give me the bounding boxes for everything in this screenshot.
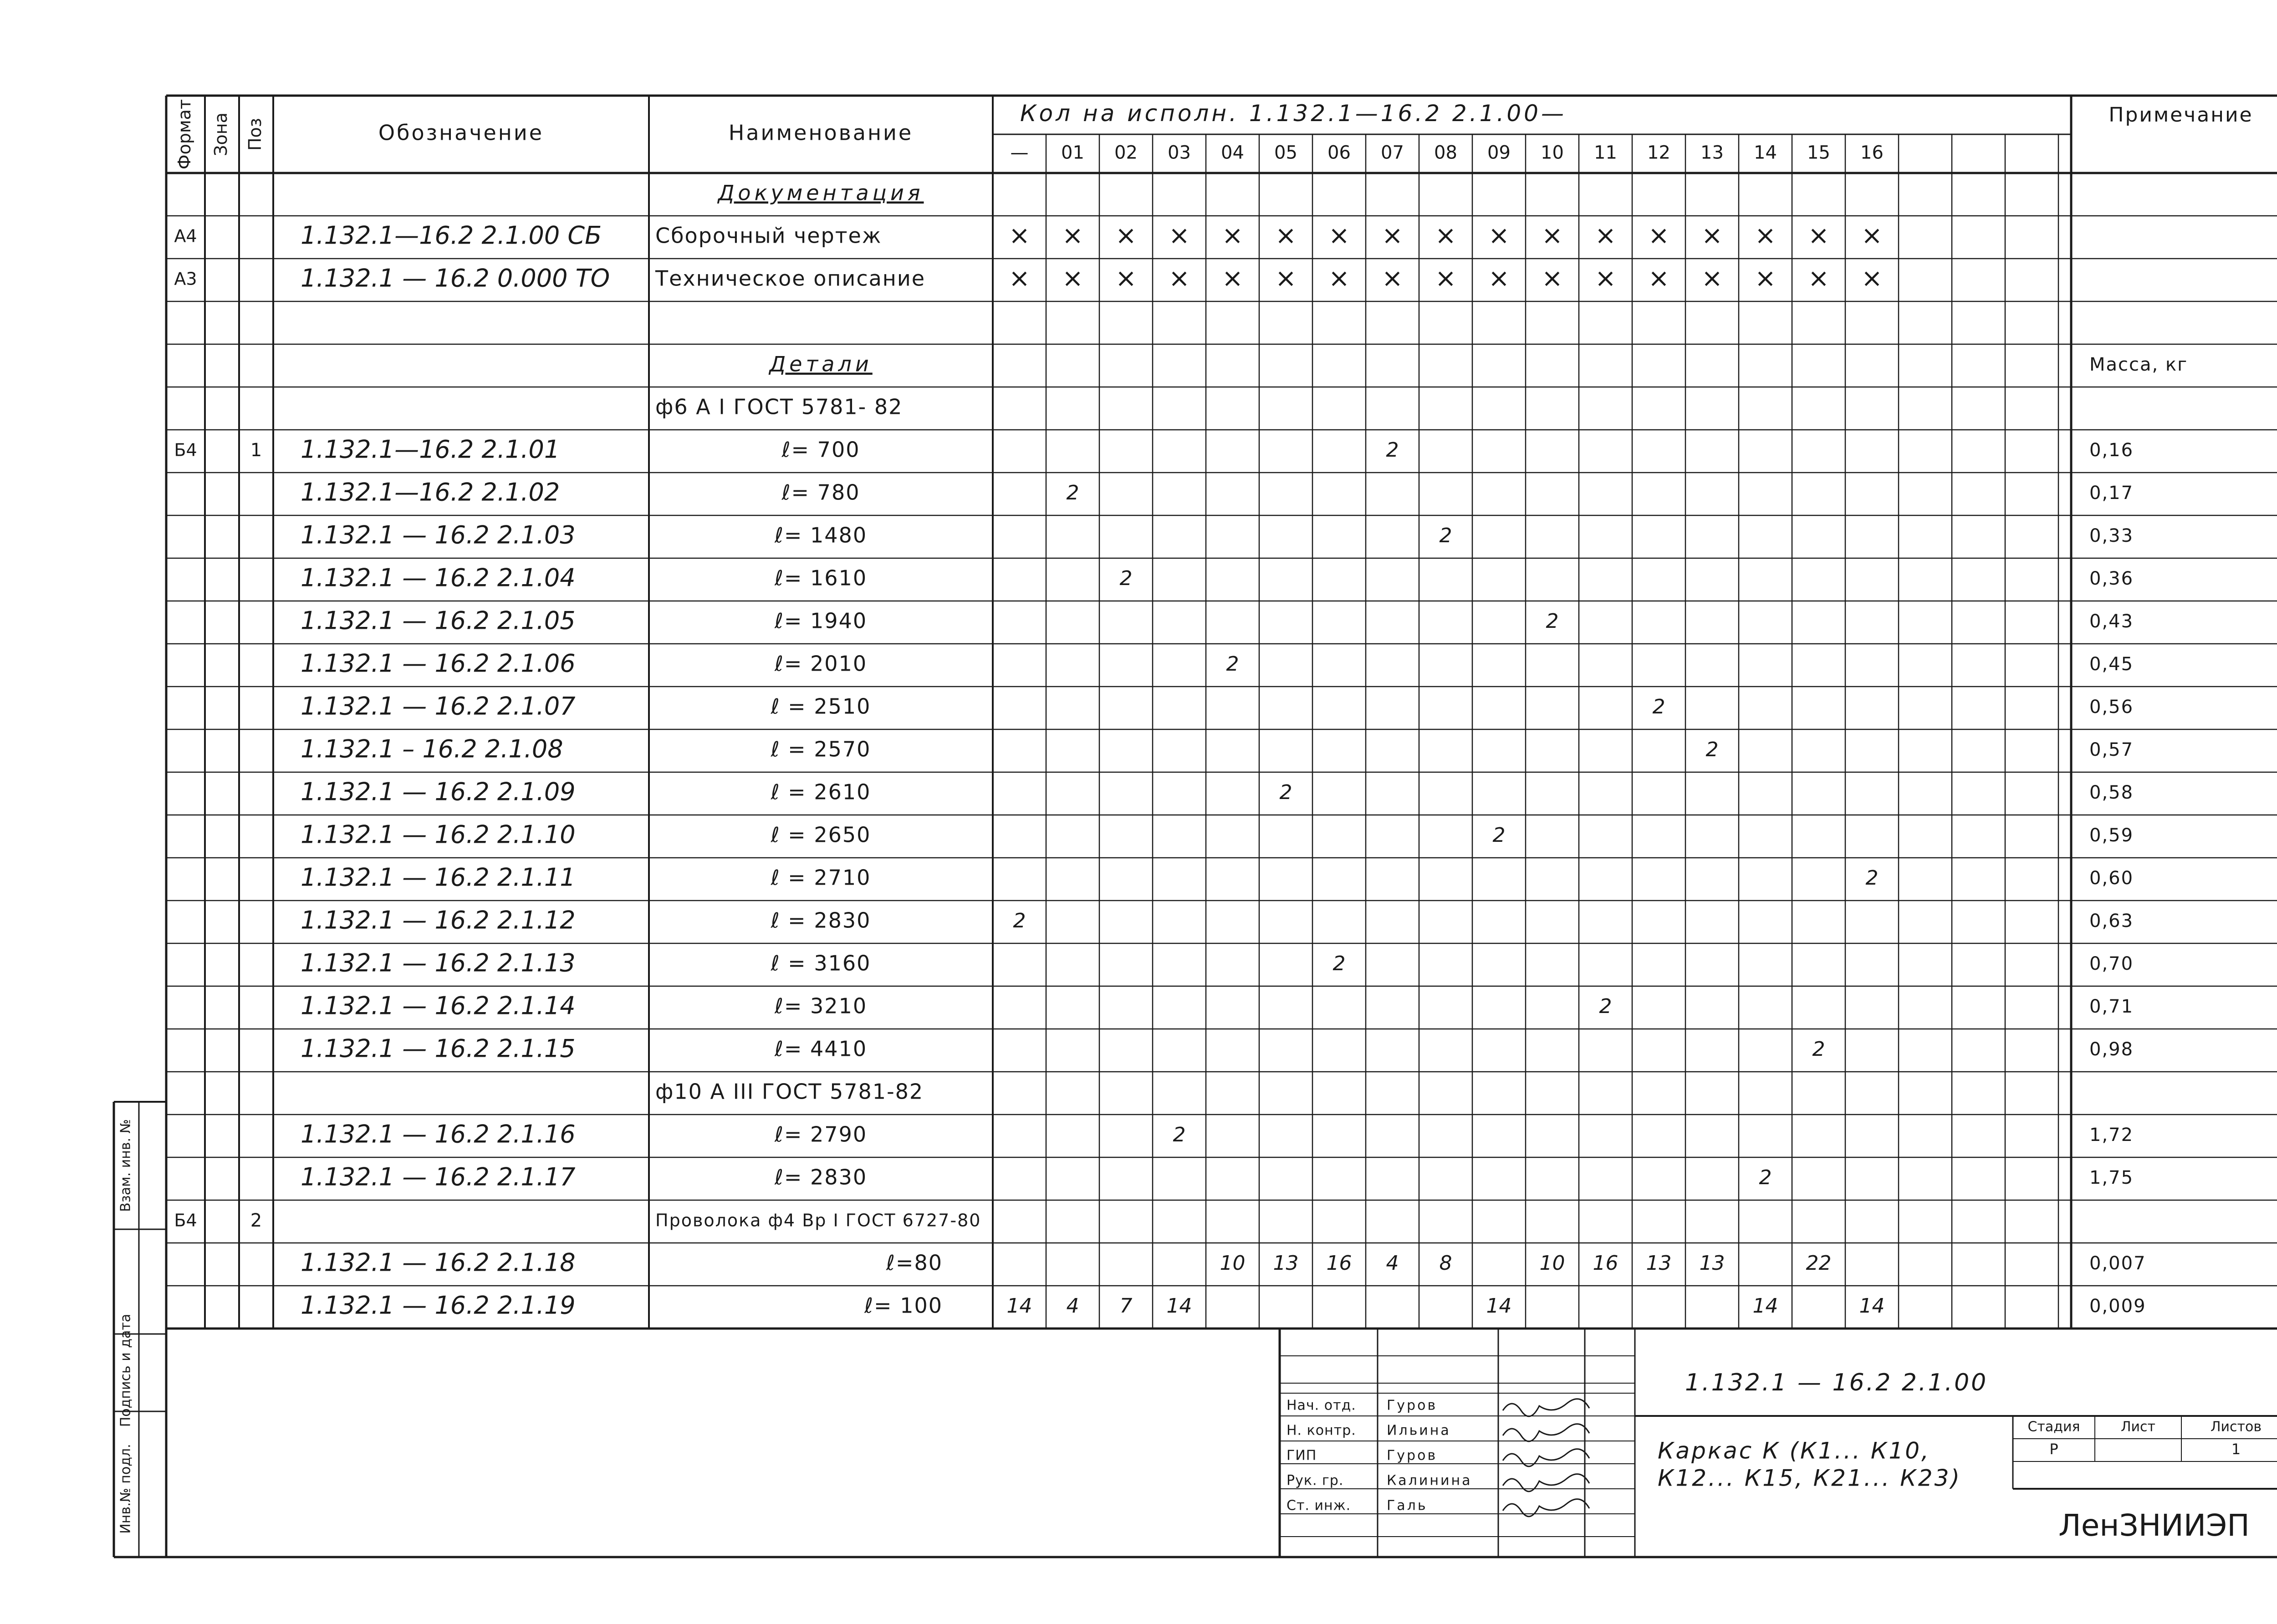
signature-name: Галь <box>1387 1497 1428 1514</box>
qty-cell-12: 13 <box>1646 1252 1672 1275</box>
qty-cell-11: × <box>1595 221 1616 251</box>
row-designation: 1.132.1 — 16.2 2.1.16 <box>301 1120 576 1149</box>
qty-cell-9: × <box>1488 264 1510 294</box>
variant-header-14: 14 <box>1754 142 1777 163</box>
qty-cell-5: 2 <box>1279 781 1292 804</box>
qty-cell-13: 13 <box>1699 1252 1725 1275</box>
qty-cell-8: 8 <box>1439 1252 1452 1275</box>
row-designation: 1.132.1—16.2 2.1.00 СБ <box>301 221 602 250</box>
signature-name: Ильина <box>1387 1422 1451 1439</box>
qty-cell-6: × <box>1328 264 1350 294</box>
row-name: ℓ=80 <box>886 1250 943 1275</box>
variant-header-15: 15 <box>1807 142 1830 163</box>
row-name: ℓ= 1480 <box>774 523 868 548</box>
row-designation: 1.132.1—16.2 2.1.01 <box>301 435 560 464</box>
row-note: 0,57 <box>2089 739 2134 760</box>
signature-role: Ст. инж. <box>1287 1497 1351 1514</box>
variant-header-11: 11 <box>1594 142 1617 163</box>
row-name: ℓ= 3210 <box>774 993 868 1018</box>
qty-cell-14: × <box>1755 221 1776 251</box>
qty-cell-2: 7 <box>1119 1294 1133 1318</box>
variant-header-12: 12 <box>1647 142 1670 163</box>
row-pos: 2 <box>250 1210 262 1231</box>
variant-header-1: 01 <box>1061 142 1084 163</box>
qty-cell-3: × <box>1169 221 1190 251</box>
variant-header-10: 10 <box>1541 142 1564 163</box>
row-note: 0,17 <box>2089 483 2134 504</box>
qty-cell-15: × <box>1808 221 1829 251</box>
qty-cell-5: × <box>1275 264 1297 294</box>
signature-name: Калинина <box>1387 1472 1472 1489</box>
qty-cell-2: 2 <box>1119 567 1133 590</box>
header-qty-title: Кол на исполн. 1.132.1—16.2 2.1.00— <box>1020 100 1567 127</box>
row-note: 0,58 <box>2089 782 2134 803</box>
qty-cell-5: 13 <box>1273 1252 1299 1275</box>
signature-role: ГИП <box>1287 1447 1317 1464</box>
header-format: Формат <box>174 99 194 170</box>
row-designation: 1.132.1 — 16.2 2.1.13 <box>301 948 576 977</box>
qty-cell-8: 2 <box>1439 524 1452 547</box>
qty-cell-0: 2 <box>1013 909 1026 932</box>
qty-cell-16: 14 <box>1859 1294 1885 1318</box>
row-designation: 1.132.1 — 16.2 2.1.14 <box>301 991 576 1020</box>
row-name: ℓ= 100 <box>864 1293 943 1318</box>
qty-cell-7: 2 <box>1386 438 1399 462</box>
row-note: 0,98 <box>2089 1039 2134 1060</box>
sidebar-sign: Подпись и дата <box>117 1313 134 1427</box>
row-name: ℓ= 2790 <box>774 1122 868 1147</box>
qty-cell-2: × <box>1115 221 1137 251</box>
row-name: Детали <box>769 351 873 377</box>
signature-scribble <box>1503 1399 1589 1416</box>
signature-role: Рук. гр. <box>1287 1472 1344 1489</box>
stage-label: Стадия <box>2027 1419 2080 1435</box>
doc-code: 1.132.1 — 16.2 2.1.00 <box>1685 1369 1988 1396</box>
row-designation: 1.132.1 — 16.2 2.1.06 <box>301 649 576 678</box>
qty-cell-3: × <box>1169 264 1190 294</box>
row-note: 0,71 <box>2089 996 2134 1017</box>
variant-header-2: 02 <box>1114 142 1138 163</box>
row-format: Б4 <box>174 1210 197 1231</box>
row-name: ф10 А III ГОСТ 5781-82 <box>655 1079 924 1104</box>
row-name: ℓ= 2830 <box>774 1165 868 1190</box>
qty-cell-15: 22 <box>1806 1252 1832 1275</box>
qty-cell-10: 2 <box>1546 610 1559 633</box>
row-note: 0,33 <box>2089 525 2134 546</box>
qty-cell-14: 14 <box>1752 1294 1778 1318</box>
variant-header-16: 16 <box>1860 142 1884 163</box>
row-note: 0,60 <box>2089 868 2134 889</box>
qty-cell-1: × <box>1062 221 1083 251</box>
header-pos: Поз <box>245 117 265 151</box>
qty-cell-10: × <box>1542 264 1563 294</box>
row-note: 0,70 <box>2089 953 2134 974</box>
qty-cell-8: × <box>1435 221 1456 251</box>
row-designation: 1.132.1 — 16.2 2.1.19 <box>301 1291 576 1320</box>
qty-cell-13: × <box>1701 264 1723 294</box>
qty-cell-10: 10 <box>1539 1252 1565 1275</box>
qty-cell-10: × <box>1542 221 1563 251</box>
sidebar-inv: Инв.№ подл. <box>117 1444 134 1534</box>
qty-cell-14: × <box>1755 264 1776 294</box>
qty-cell-6: 2 <box>1333 952 1346 975</box>
row-designation: 1.132.1 — 16.2 2.1.12 <box>301 906 576 935</box>
variant-header-8: 08 <box>1434 142 1457 163</box>
qty-cell-13: 2 <box>1705 738 1719 761</box>
title-line1: Каркас К (К1... К10, <box>1658 1437 1930 1464</box>
variant-header-6: 06 <box>1327 142 1351 163</box>
row-designation: 1.132.1 — 16.2 2.1.10 <box>301 820 576 849</box>
row-note: 0,007 <box>2089 1253 2146 1274</box>
row-note: 0,36 <box>2089 568 2134 589</box>
row-name: ℓ = 2570 <box>771 737 871 762</box>
qty-cell-7: 4 <box>1386 1252 1399 1275</box>
header-zone: Зона <box>211 112 231 156</box>
qty-cell-5: × <box>1275 221 1297 251</box>
variant-header-0: — <box>1010 142 1029 163</box>
qty-cell-4: × <box>1222 264 1243 294</box>
qty-cell-12: × <box>1648 221 1669 251</box>
row-note: 0,59 <box>2089 825 2134 846</box>
header-note: Примечание <box>2109 103 2253 127</box>
row-name: Документация <box>718 180 924 205</box>
row-note: Масса, кг <box>2089 354 2188 375</box>
qty-cell-8: × <box>1435 264 1456 294</box>
title-line2: К12... К15, К21... К23) <box>1658 1465 1961 1492</box>
row-name: Сборочный чертеж <box>655 223 882 248</box>
row-name: ℓ= 1610 <box>774 565 868 591</box>
row-note: 0,63 <box>2089 911 2134 932</box>
qty-cell-12: 2 <box>1652 695 1665 718</box>
signature-name: Гуров <box>1387 1447 1438 1464</box>
variant-header-13: 13 <box>1700 142 1724 163</box>
row-name: ℓ = 3160 <box>771 951 871 976</box>
row-name: ℓ= 700 <box>781 437 860 462</box>
header-name: Наименование <box>728 120 914 145</box>
row-name: ℓ= 1940 <box>774 608 868 633</box>
qty-cell-1: 4 <box>1066 1294 1079 1318</box>
row-name: ℓ= 2010 <box>774 651 868 676</box>
qty-cell-14: 2 <box>1759 1166 1772 1189</box>
sheet-label: Лист <box>2120 1419 2156 1435</box>
qty-cell-4: 2 <box>1226 652 1239 676</box>
row-format: Б4 <box>174 440 197 460</box>
row-note: 1,75 <box>2089 1167 2134 1188</box>
row-name: ℓ = 2710 <box>771 865 871 890</box>
row-designation: 1.132.1 — 16.2 2.1.04 <box>301 563 576 592</box>
row-designation: 1.132.1 — 16.2 2.1.09 <box>301 777 576 806</box>
row-note: 0,45 <box>2089 654 2134 675</box>
qty-cell-3: 14 <box>1166 1294 1192 1318</box>
qty-cell-16: × <box>1861 264 1883 294</box>
qty-cell-4: 10 <box>1220 1252 1246 1275</box>
row-designation: 1.132.1 – 16.2 2.1.08 <box>301 734 563 764</box>
row-note: 0,16 <box>2089 440 2134 461</box>
qty-cell-11: × <box>1595 264 1616 294</box>
variant-header-7: 07 <box>1381 142 1404 163</box>
qty-cell-0: 14 <box>1006 1294 1032 1318</box>
row-note: 1,72 <box>2089 1125 2134 1145</box>
row-name: Проволока ф4 Вр I ГОСТ 6727-80 <box>655 1210 981 1231</box>
qty-cell-1: × <box>1062 264 1083 294</box>
row-designation: 1.132.1 — 16.2 2.1.07 <box>301 692 576 721</box>
qty-cell-12: × <box>1648 264 1669 294</box>
signature-role: Н. контр. <box>1287 1422 1356 1439</box>
row-designation: 1.132.1 — 16.2 2.1.03 <box>301 520 576 550</box>
row-designation: 1.132.1 — 16.2 2.1.17 <box>301 1162 576 1191</box>
qty-cell-9: 2 <box>1492 824 1506 847</box>
variant-header-9: 09 <box>1487 142 1511 163</box>
qty-cell-16: 2 <box>1865 866 1879 890</box>
header-designation: Обозначение <box>378 120 544 145</box>
row-name: ℓ = 2650 <box>771 822 871 847</box>
row-name: ℓ= 4410 <box>774 1036 868 1061</box>
row-name: Техническое описание <box>655 266 926 291</box>
row-name: ℓ = 2830 <box>771 908 871 933</box>
variant-header-5: 05 <box>1274 142 1297 163</box>
qty-cell-11: 2 <box>1599 995 1612 1018</box>
qty-cell-4: × <box>1222 221 1243 251</box>
sheets-value: 1 <box>2231 1441 2241 1458</box>
qty-cell-9: × <box>1488 221 1510 251</box>
row-designation: 1.132.1 — 16.2 2.1.11 <box>301 863 576 892</box>
qty-cell-13: × <box>1701 221 1723 251</box>
row-pos: 1 <box>250 440 262 461</box>
signature-scribble <box>1503 1424 1589 1441</box>
variant-header-4: 04 <box>1221 142 1244 163</box>
row-format: А3 <box>174 269 197 289</box>
stage-value: Р <box>2049 1441 2058 1458</box>
qty-cell-0: × <box>1009 264 1030 294</box>
qty-cell-15: × <box>1808 264 1829 294</box>
qty-cell-0: × <box>1009 221 1030 251</box>
sidebar-vzam: Взам. инв. № <box>117 1119 134 1212</box>
variant-header-3: 03 <box>1168 142 1191 163</box>
signature-name: Гуров <box>1387 1397 1438 1414</box>
row-designation: 1.132.1—16.2 2.1.02 <box>301 478 560 507</box>
row-designation: 1.132.1 — 16.2 2.1.15 <box>301 1034 576 1063</box>
signature-role: Нач. отд. <box>1287 1397 1356 1414</box>
row-name: ℓ= 780 <box>781 480 860 505</box>
row-designation: 1.132.1 — 16.2 2.1.18 <box>301 1248 576 1277</box>
row-note: 0,009 <box>2089 1296 2146 1317</box>
qty-cell-2: × <box>1115 264 1137 294</box>
row-name: ф6 А I ГОСТ 5781- 82 <box>655 394 903 419</box>
row-note: 0,56 <box>2089 697 2134 718</box>
qty-cell-7: × <box>1382 221 1403 251</box>
organization-name: ЛенЗНИИЭП <box>2058 1508 2250 1543</box>
sheets-label: Листов <box>2210 1419 2262 1435</box>
qty-cell-11: 16 <box>1593 1252 1618 1275</box>
qty-cell-6: 16 <box>1326 1252 1352 1275</box>
qty-cell-16: × <box>1861 221 1883 251</box>
qty-cell-1: 2 <box>1066 481 1079 504</box>
row-name: ℓ = 2610 <box>771 779 871 804</box>
qty-cell-3: 2 <box>1173 1123 1186 1146</box>
qty-cell-7: × <box>1382 264 1403 294</box>
row-designation: 1.132.1 — 16.2 2.1.05 <box>301 606 576 635</box>
row-note: 0,43 <box>2089 611 2134 632</box>
qty-cell-6: × <box>1328 221 1350 251</box>
row-designation: 1.132.1 — 16.2 0.000 ТО <box>301 264 610 293</box>
row-format: А4 <box>174 226 197 246</box>
qty-cell-15: 2 <box>1812 1038 1825 1061</box>
row-name: ℓ = 2510 <box>771 694 871 719</box>
qty-cell-9: 14 <box>1486 1294 1512 1318</box>
